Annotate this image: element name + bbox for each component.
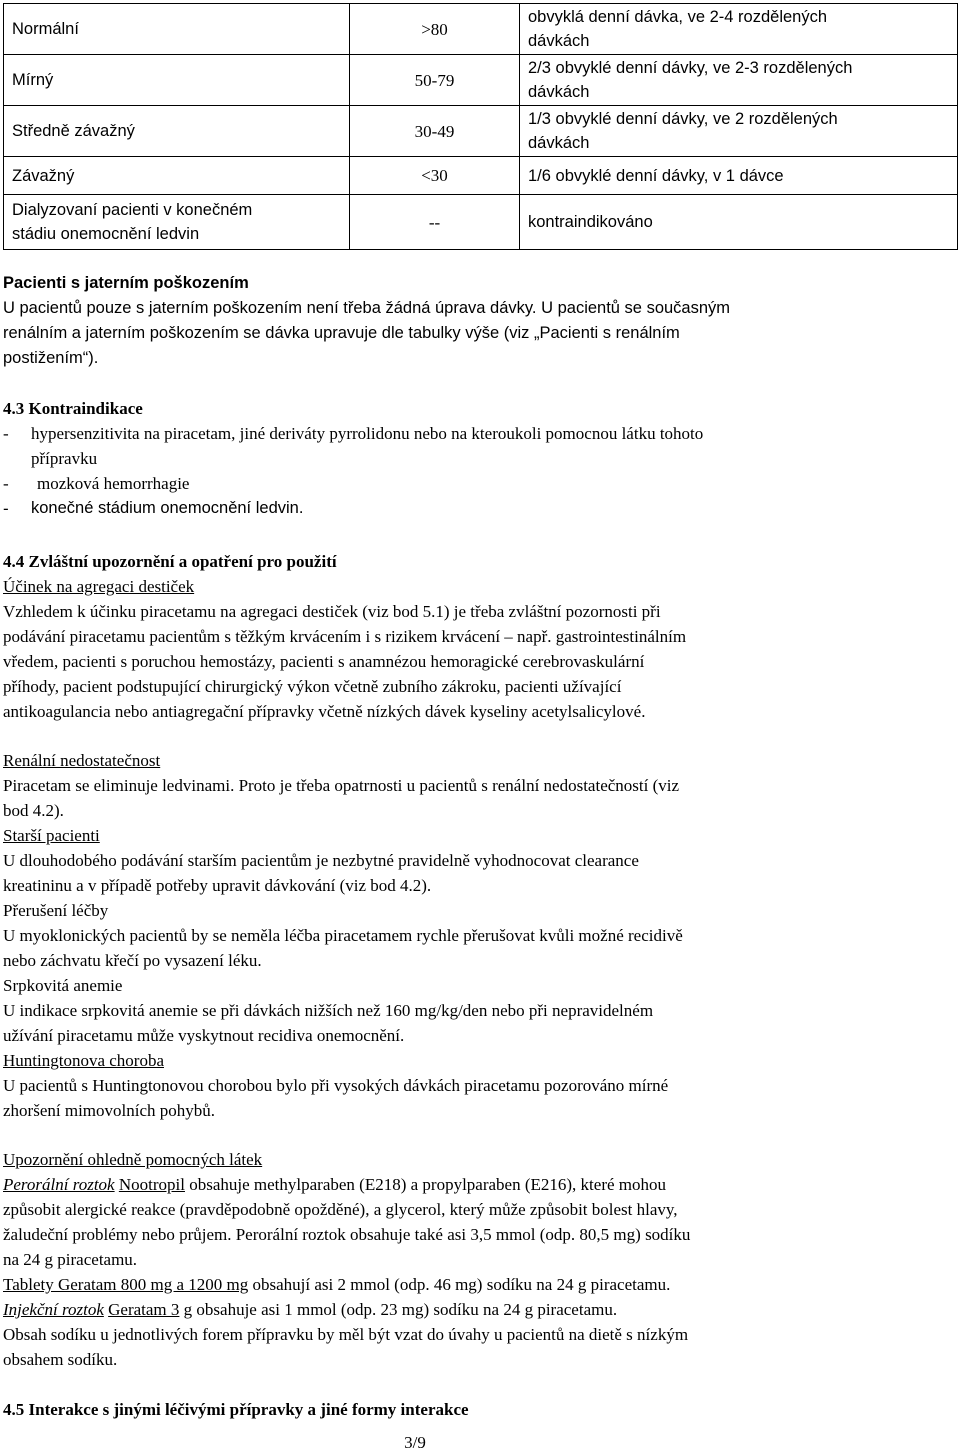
table-row [4,55,958,106]
subsection-title: Účinek na agregaci destiček [3,577,195,596]
brand-name: Nootropil [118,1175,185,1194]
dose-line: 2/3 obvyklé denní dávky, ve 2-3 rozdělených [528,59,853,77]
paragraph-line: nebo záchvatu křečí po vysazení léku. [3,951,262,970]
table-cell-name: Středně závažný [4,106,350,157]
subsection-title: Starší pacienti [3,826,100,845]
subsection-title: Srpkovitá anemie [3,976,123,995]
table-cell-value: >80 [350,4,520,55]
paragraph-text: obsahuje methylparaben (E218) a propylparaben (E216), které mohou [184,1175,666,1194]
list-item [3,471,943,496]
dose-line: kontraindikováno [528,213,653,231]
section-heading: 4.5 Interakce s jinými léčivými přípravky a jiné formy interakce [3,1400,469,1419]
paragraph-line: Obsah sodíku u jednotlivých forem přípravku by měl být vzat do úvahy u pacientů na dietě s nízkým [3,1325,689,1344]
paragraph-line [3,1172,943,1197]
name-line: Dialyzovaní pacienti v konečném [12,201,253,219]
paragraph-line: na 24 g piracetamu. [3,1250,138,1269]
paragraph-line: antikoagulancia nebo antiagregační přípravky včetně nízkých dávek kyseliny acetylsalicylové. [3,702,646,721]
paragraph-line: U myoklonických pacientů by se neměla léčba piracetamem rychle přerušovat kvůli možné recidivě [3,926,683,945]
paragraph-text: obsahují asi 2 mmol (odp. 46 mg) sodíku na 24 g piracetamu. [248,1275,671,1294]
brand-name: Geratam 3 [108,1300,180,1319]
paragraph-line: podávání piracetamu pacientům s těžkým krvácením i s rizikem krvácení – např. gastrointestinálním [3,627,687,646]
list-item [3,421,943,471]
table-cell-dose [520,157,958,195]
paragraph-line: U pacientů s Huntingtonovou chorobou bylo při vysokých dávkách piracetamu pozorováno mírné [3,1076,669,1095]
list-item-line: přípravku [31,449,98,468]
table-cell-value: <30 [350,157,520,195]
dose-line: obvyklá denní dávka, ve 2-4 rozdělených [528,8,828,26]
paragraph-line: vředem, pacienti s poruchou hemostázy, pacienti s anamnézou hemoragické cerebrovaskulární [3,652,645,671]
paragraph-line [3,1297,943,1322]
subsection-title: Huntingtonova choroba [3,1051,164,1070]
paragraph-line: kreatininu a v případě potřeby upravit dávkování (viz bod 4.2). [3,876,432,895]
dash-bullet: - [3,424,9,443]
paragraph-line: U indikace srpkovitá anemie se při dávkách nižších než 160 mg/kg/den nebo při nepravidelném [3,1001,654,1020]
paragraph-line: zhoršení mimovolních pohybů. [3,1101,216,1120]
dose-line: 1/3 obvyklé denní dávky, ve 2 rozdělených [528,110,838,128]
dash-bullet: - [3,474,9,493]
paragraph-line: renálním a jaterním poškozením se dávka upravuje dle tabulky výše (viz „Pacienti s renálním [3,324,680,342]
table-cell-name [4,195,350,250]
paragraph-line: obsahem sodíku. [3,1350,118,1369]
table-row [4,157,958,195]
table-cell-value: 30-49 [350,106,520,157]
tablets-label: Tablety Geratam 800 mg a 1200 mg [3,1275,249,1294]
table-cell-name: Mírný [4,55,350,106]
oral-solution-label: Perorální roztok [3,1175,115,1194]
renal-subsection [3,748,943,1123]
paragraph-line [3,1272,943,1297]
list-item-line: hypersenzitivita na piracetam, jiné deriváty pyrrolidonu nebo na kteroukoli pomocnou látku tohoto [31,424,704,443]
list-item-line: mozková hemorrhagie [37,474,190,493]
name-line: stádiu onemocnění ledvin [12,225,200,243]
dash-bullet: - [3,499,9,518]
paragraph-text: g obsahuje asi 1 mmol (odp. 23 mg) sodíku na 24 g piracetamu. [179,1300,618,1319]
injection-label: Injekční roztok [3,1300,104,1319]
table-cell-name: Normální [4,4,350,55]
paragraph-line: postižením“). [3,349,99,367]
paragraph-line: Vzhledem k účinku piracetamu na agregaci destiček (viz bod 5.1) je třeba zvláštní pozornosti při [3,602,661,621]
hepatic-section [3,271,943,371]
table-cell-value: 50-79 [350,55,520,106]
paragraph-line: žaludeční problémy nebo průjem. Perorální roztok obsahuje také asi 3,5 mmol (odp. 80,5 mg) sodíku [3,1225,691,1244]
table-cell-dose [520,195,958,250]
subsection-title: Renální nedostatečnost [3,751,161,770]
table-cell-dose [520,106,958,157]
dose-line: dávkách [528,32,590,50]
table-cell-dose [520,55,958,106]
table-cell-value: -- [350,195,520,250]
subsection-title: Upozornění ohledně pomocných látek [3,1150,263,1169]
paragraph-line: U pacientů pouze s jaterním poškozením není třeba žádná úprava dávky. U pacientů se současným [3,299,731,317]
table-cell-name: Závažný [4,157,350,195]
paragraph-line: bod 4.2). [3,801,64,820]
dose-line: dávkách [528,134,590,152]
hepatic-heading: Pacienti s jaterním poškozením [3,274,249,292]
dose-line: 1/6 obvyklé denní dávky, v 1 dávce [528,166,784,185]
paragraph-line: Piracetam se eliminuje ledvinami. Proto je třeba opatrnosti u pacientů s renální nedostatečností (viz [3,776,680,795]
subsection-title: Přerušení léčby [3,901,109,920]
paragraph-line: U dlouhodobého podávání starším pacientům je nezbytné pravidelně vyhodnocovat clearance [3,851,639,870]
contraindications-section [3,396,943,521]
warnings-section [3,549,943,724]
excipients-section [3,1147,943,1372]
paragraph-line: způsobit alergické reakce (pravděpodobně opožděné), a glycerol, který může způsobit bolest hlavy, [3,1200,678,1219]
dosage-table [3,3,958,250]
dose-line: dávkách [528,83,590,101]
list-item-line: konečné stádium onemocnění ledvin. [31,499,304,517]
section-heading: 4.4 Zvláštní upozornění a opatření pro použití [3,552,337,571]
paragraph-line: příhody, pacient podstupující chirurgický výkon včetně zubního zákroku, pacienti užívající [3,677,622,696]
section-heading: 4.3 Kontraindikace [3,399,143,418]
page-number: 3/9 [404,1433,426,1452]
table-cell-dose [520,4,958,55]
table-row [4,195,958,250]
list-item [3,496,943,521]
table-row [4,4,958,55]
paragraph-line: užívání piracetamu může vyskytnout recidiva onemocnění. [3,1026,405,1045]
table-row [4,106,958,157]
interactions-section [3,1397,943,1422]
